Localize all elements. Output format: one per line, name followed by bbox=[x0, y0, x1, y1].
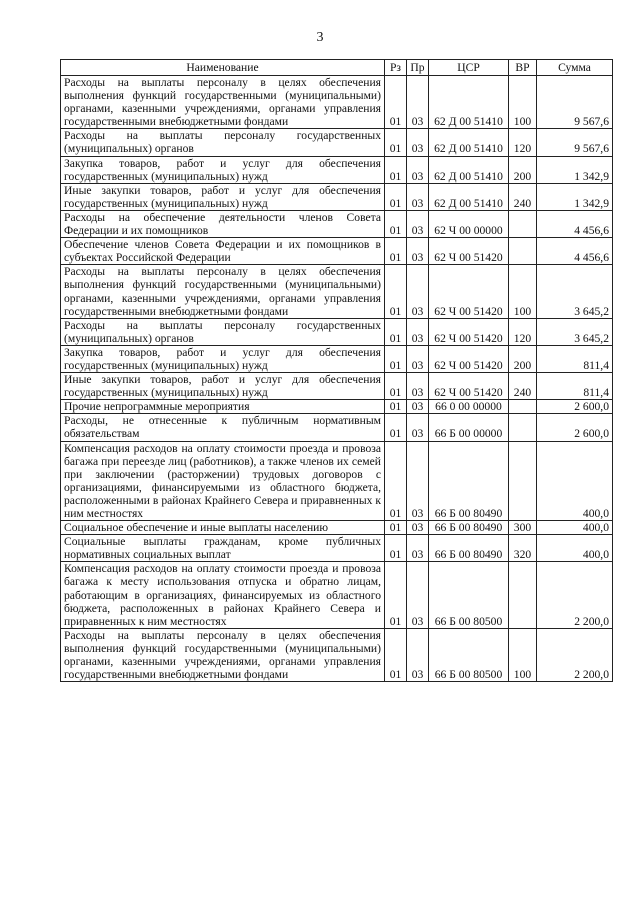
row-pr: 03 bbox=[407, 210, 429, 237]
row-name: Прочие непрограммные мероприятия bbox=[61, 400, 385, 414]
row-rz: 01 bbox=[385, 265, 407, 318]
row-sum: 9 567,6 bbox=[537, 129, 613, 156]
row-vr: 100 bbox=[509, 628, 537, 681]
row-pr: 03 bbox=[407, 373, 429, 400]
row-pr: 03 bbox=[407, 521, 429, 535]
row-name: Расходы на выплаты персоналу в целях обеспечения выполнения функций государственными (муниципальными) органами, казенными учреждениями, органами управления государственными внебюджетными фондами bbox=[61, 76, 385, 129]
row-name: Компенсация расходов на оплату стоимости проезда и провоза багажа при переезде лиц (работников), а также членов их семей при заключении (расторжении) трудовых договоров с организациями, финансируемыми из областного бюджета, расположенными в районах Крайнего Севера и приравненных к ним местностях bbox=[61, 441, 385, 521]
row-csr: 66 Б 00 80490 bbox=[429, 441, 509, 521]
row-pr: 03 bbox=[407, 76, 429, 129]
header-rz: Рз bbox=[385, 60, 407, 76]
header-csr: ЦСР bbox=[429, 60, 509, 76]
table-row bbox=[61, 562, 613, 628]
row-csr: 66 Б 00 80490 bbox=[429, 521, 509, 535]
row-name: Закупка товаров, работ и услуг для обеспечения государственных (муниципальных) нужд bbox=[61, 345, 385, 372]
row-sum: 400,0 bbox=[537, 521, 613, 535]
table-row bbox=[61, 345, 613, 372]
table-row bbox=[61, 628, 613, 681]
row-rz: 01 bbox=[385, 183, 407, 210]
row-vr: 240 bbox=[509, 183, 537, 210]
row-rz: 01 bbox=[385, 628, 407, 681]
table-row bbox=[61, 535, 613, 562]
table-row bbox=[61, 265, 613, 318]
row-vr: 240 bbox=[509, 373, 537, 400]
row-sum: 811,4 bbox=[537, 345, 613, 372]
row-pr: 03 bbox=[407, 183, 429, 210]
table-header-row bbox=[61, 60, 613, 76]
row-csr: 66 Б 00 80490 bbox=[429, 535, 509, 562]
row-name: Закупка товаров, работ и услуг для обеспечения государственных (муниципальных) нужд bbox=[61, 156, 385, 183]
table-row bbox=[61, 441, 613, 521]
row-vr bbox=[509, 238, 537, 265]
row-name: Иные закупки товаров, работ и услуг для обеспечения государственных (муниципальных) нужд bbox=[61, 183, 385, 210]
row-sum: 400,0 bbox=[537, 535, 613, 562]
table-row bbox=[61, 210, 613, 237]
row-csr: 62 Ч 00 51420 bbox=[429, 265, 509, 318]
row-sum: 3 645,2 bbox=[537, 318, 613, 345]
row-name: Социальное обеспечение и иные выплаты населению bbox=[61, 521, 385, 535]
row-vr bbox=[509, 414, 537, 441]
row-vr bbox=[509, 210, 537, 237]
row-sum: 3 645,2 bbox=[537, 265, 613, 318]
row-rz: 01 bbox=[385, 562, 407, 628]
table-row bbox=[61, 373, 613, 400]
row-pr: 03 bbox=[407, 535, 429, 562]
row-vr: 200 bbox=[509, 156, 537, 183]
row-sum: 1 342,9 bbox=[537, 183, 613, 210]
row-rz: 01 bbox=[385, 400, 407, 414]
header-sum: Сумма bbox=[537, 60, 613, 76]
row-pr: 03 bbox=[407, 345, 429, 372]
row-csr: 62 Ч 00 51420 bbox=[429, 345, 509, 372]
row-pr: 03 bbox=[407, 265, 429, 318]
row-vr: 200 bbox=[509, 345, 537, 372]
row-name: Компенсация расходов на оплату стоимости проезда и провоза багажа к месту использования отпуска и обратно лицам, работающим в организациях, финансируемых из областного бюджета, расположенных в районах Крайнего Севера и приравненных к ним местностях bbox=[61, 562, 385, 628]
row-pr: 03 bbox=[407, 441, 429, 521]
row-rz: 01 bbox=[385, 521, 407, 535]
row-name: Обеспечение членов Совета Федерации и их помощников в субъектах Российской Федерации bbox=[61, 238, 385, 265]
row-name: Иные закупки товаров, работ и услуг для обеспечения государственных (муниципальных) нужд bbox=[61, 373, 385, 400]
row-csr: 66 Б 00 00000 bbox=[429, 414, 509, 441]
row-sum: 2 200,0 bbox=[537, 628, 613, 681]
budget-table bbox=[60, 59, 613, 682]
row-name: Социальные выплаты гражданам, кроме публичных нормативных социальных выплат bbox=[61, 535, 385, 562]
header-vr: ВР bbox=[509, 60, 537, 76]
row-rz: 01 bbox=[385, 318, 407, 345]
row-name: Расходы на выплаты персоналу в целях обеспечения выполнения функций государственными (муниципальными) органами, казенными учреждениями, органами управления государственными внебюджетными фондами bbox=[61, 265, 385, 318]
row-pr: 03 bbox=[407, 318, 429, 345]
table-row bbox=[61, 76, 613, 129]
row-pr: 03 bbox=[407, 156, 429, 183]
row-csr: 62 Ч 00 00000 bbox=[429, 210, 509, 237]
row-rz: 01 bbox=[385, 76, 407, 129]
row-pr: 03 bbox=[407, 562, 429, 628]
row-csr: 66 Б 00 80500 bbox=[429, 628, 509, 681]
row-csr: 62 Ч 00 51420 bbox=[429, 318, 509, 345]
table-row bbox=[61, 129, 613, 156]
table-row bbox=[61, 183, 613, 210]
row-csr: 62 Ч 00 51420 bbox=[429, 238, 509, 265]
row-pr: 03 bbox=[407, 414, 429, 441]
row-vr bbox=[509, 441, 537, 521]
row-name: Расходы на выплаты персоналу государственных (муниципальных) органов bbox=[61, 129, 385, 156]
row-name: Расходы на выплаты персоналу в целях обеспечения выполнения функций государственными (муниципальными) органами, казенными учреждениями, органами управления государственными внебюджетными фондами bbox=[61, 628, 385, 681]
row-vr bbox=[509, 400, 537, 414]
row-rz: 01 bbox=[385, 414, 407, 441]
row-sum: 4 456,6 bbox=[537, 210, 613, 237]
row-sum: 2 200,0 bbox=[537, 562, 613, 628]
row-pr: 03 bbox=[407, 238, 429, 265]
page-number: 3 bbox=[316, 30, 324, 45]
row-csr: 66 Б 00 80500 bbox=[429, 562, 509, 628]
header-name: Наименование bbox=[61, 60, 385, 76]
row-pr: 03 bbox=[407, 129, 429, 156]
row-sum: 811,4 bbox=[537, 373, 613, 400]
row-vr: 320 bbox=[509, 535, 537, 562]
row-csr: 62 Д 00 51410 bbox=[429, 76, 509, 129]
row-vr: 120 bbox=[509, 318, 537, 345]
row-vr: 100 bbox=[509, 265, 537, 318]
row-csr: 62 Д 00 51410 bbox=[429, 156, 509, 183]
row-name: Расходы на выплаты персоналу государственных (муниципальных) органов bbox=[61, 318, 385, 345]
row-sum: 4 456,6 bbox=[537, 238, 613, 265]
row-rz: 01 bbox=[385, 210, 407, 237]
row-sum: 1 342,9 bbox=[537, 156, 613, 183]
row-rz: 01 bbox=[385, 535, 407, 562]
row-csr: 62 Д 00 51410 bbox=[429, 183, 509, 210]
table-row bbox=[61, 414, 613, 441]
row-vr: 120 bbox=[509, 129, 537, 156]
row-rz: 01 bbox=[385, 345, 407, 372]
row-rz: 01 bbox=[385, 373, 407, 400]
row-rz: 01 bbox=[385, 441, 407, 521]
row-name: Расходы, не отнесенные к публичным нормативным обязательствам bbox=[61, 414, 385, 441]
row-csr: 62 Ч 00 51420 bbox=[429, 373, 509, 400]
row-csr: 62 Д 00 51410 bbox=[429, 129, 509, 156]
table-row bbox=[61, 238, 613, 265]
row-name: Расходы на обеспечение деятельности членов Совета Федерации и их помощников bbox=[61, 210, 385, 237]
row-vr bbox=[509, 562, 537, 628]
table-row bbox=[61, 521, 613, 535]
row-vr: 300 bbox=[509, 521, 537, 535]
table-row bbox=[61, 318, 613, 345]
table-row bbox=[61, 400, 613, 414]
row-sum: 400,0 bbox=[537, 441, 613, 521]
row-sum: 2 600,0 bbox=[537, 400, 613, 414]
row-csr: 66 0 00 00000 bbox=[429, 400, 509, 414]
row-pr: 03 bbox=[407, 628, 429, 681]
row-rz: 01 bbox=[385, 156, 407, 183]
row-rz: 01 bbox=[385, 238, 407, 265]
table-row bbox=[61, 156, 613, 183]
row-pr: 03 bbox=[407, 400, 429, 414]
header-pr: Пр bbox=[407, 60, 429, 76]
row-rz: 01 bbox=[385, 129, 407, 156]
row-vr: 100 bbox=[509, 76, 537, 129]
row-sum: 9 567,6 bbox=[537, 76, 613, 129]
row-sum: 2 600,0 bbox=[537, 414, 613, 441]
